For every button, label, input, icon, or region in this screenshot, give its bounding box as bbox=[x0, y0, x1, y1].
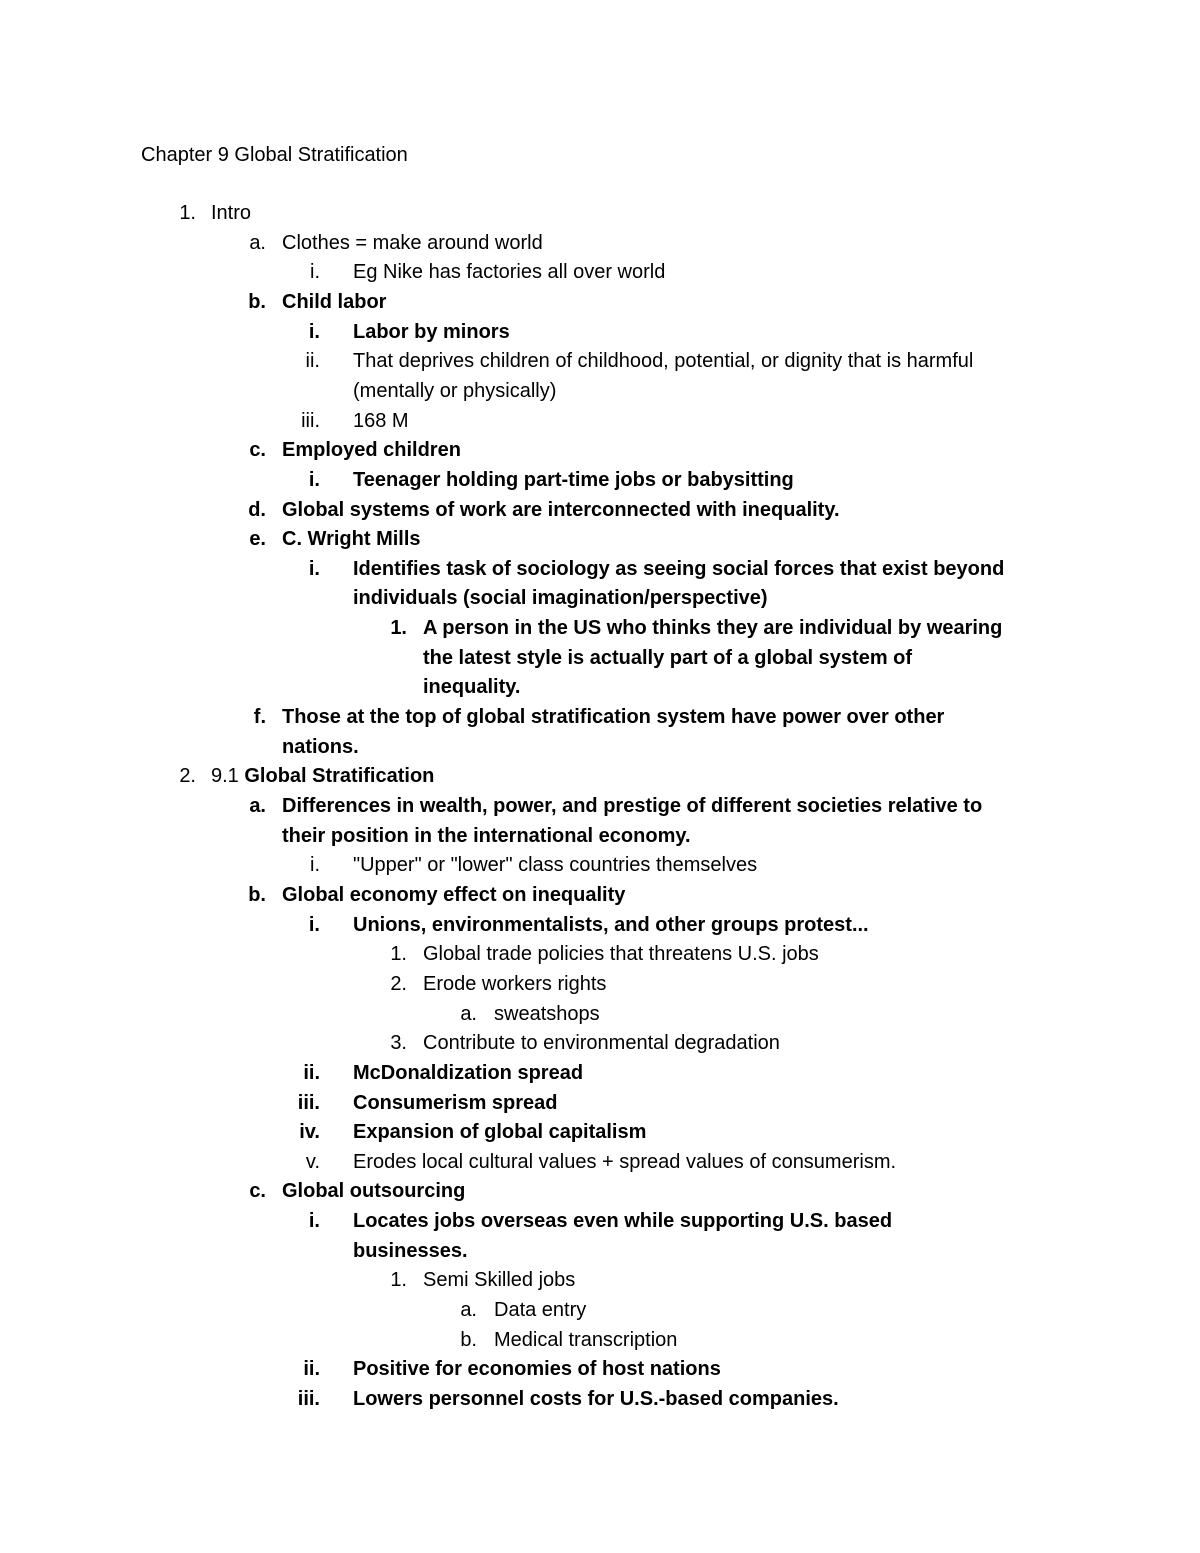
list-item-text-part: Clothes = make around world bbox=[282, 232, 543, 254]
list-item-text-part: Locates jobs overseas even while supporting U.S. based bbox=[353, 1210, 893, 1232]
list-item-text-part: Positive for economies of host nations bbox=[353, 1358, 721, 1380]
list-item-text bbox=[211, 762, 434, 790]
list-item-text bbox=[282, 1177, 465, 1205]
list-marker: ii. bbox=[303, 1358, 320, 1380]
list-marker: i. bbox=[308, 1210, 320, 1232]
list-item-text bbox=[282, 288, 386, 316]
list-item-text-part: Intro bbox=[211, 202, 252, 224]
list-item-text-part: Teenager holding part-time jobs or babysitting bbox=[353, 469, 794, 491]
list-item-text bbox=[353, 584, 768, 612]
list-marker: b. bbox=[248, 291, 266, 313]
list-marker: iii. bbox=[297, 1388, 320, 1410]
list-item-text-part: C. Wright Mills bbox=[282, 528, 421, 550]
list-item-text-part: A person in the US who thinks they are individual by wearing bbox=[423, 617, 1003, 639]
list-item-text-part: Medical transcription bbox=[494, 1329, 678, 1351]
list-item-text bbox=[282, 881, 625, 909]
list-marker: f. bbox=[253, 706, 266, 728]
list-marker: ii. bbox=[305, 350, 320, 372]
list-item-text-part: Semi Skilled jobs bbox=[423, 1269, 576, 1291]
list-marker: a. bbox=[460, 1299, 477, 1321]
list-item-text bbox=[353, 851, 757, 879]
list-item-text-part: nations. bbox=[282, 736, 359, 758]
list-item-text bbox=[353, 911, 869, 939]
list-marker: a. bbox=[249, 232, 266, 254]
list-item-text-part: Child labor bbox=[282, 291, 387, 313]
list-item-text bbox=[211, 199, 251, 227]
list-item-text bbox=[353, 1237, 468, 1265]
list-item-text-part: 9.1 bbox=[211, 765, 245, 787]
list-item-text-part: That deprives children of childhood, potential, or dignity that is harmful bbox=[353, 350, 974, 372]
list-item-text bbox=[282, 229, 543, 257]
list-item-text-part: Contribute to environmental degradation bbox=[423, 1032, 780, 1054]
list-item-text bbox=[423, 1029, 780, 1057]
list-item-text-part: Those at the top of global stratification system have power over other bbox=[282, 706, 945, 728]
list-item-text-part: their position in the international economy. bbox=[282, 825, 691, 847]
list-item-text bbox=[494, 1000, 600, 1028]
list-marker: i. bbox=[310, 854, 320, 876]
list-marker: ii. bbox=[303, 1062, 320, 1084]
list-item-text-part: Erode workers rights bbox=[423, 973, 607, 995]
list-item-text bbox=[282, 792, 982, 820]
list-item-text bbox=[282, 436, 461, 464]
list-item-text-part: Identifies task of sociology as seeing social forces that exist beyond bbox=[353, 558, 1005, 580]
list-item-text-part: inequality. bbox=[423, 676, 521, 698]
list-item-text bbox=[423, 644, 912, 672]
list-item-text-part: individuals (social imagination/perspective) bbox=[353, 587, 768, 609]
list-item-text bbox=[353, 347, 973, 375]
list-item-text bbox=[282, 703, 944, 731]
list-item-text bbox=[353, 555, 1004, 583]
list-marker: 2. bbox=[179, 765, 196, 787]
list-item-text-part: (mentally or physically) bbox=[353, 380, 557, 402]
list-item-text-part: Global trade policies that threatens U.S. jobs bbox=[423, 943, 819, 965]
list-marker: i. bbox=[310, 261, 320, 283]
list-item-text-part: Data entry bbox=[494, 1299, 587, 1321]
list-marker: b. bbox=[248, 884, 266, 906]
list-item-text-part: Differences in wealth, power, and prestige of different societies relative to bbox=[282, 795, 983, 817]
list-item-text-part: Eg Nike has factories all over world bbox=[353, 261, 666, 283]
list-item-text-part: McDonaldization spread bbox=[353, 1062, 584, 1084]
list-item-text bbox=[494, 1296, 586, 1324]
list-marker: i. bbox=[308, 321, 320, 343]
list-item-text bbox=[353, 258, 665, 286]
list-marker: i. bbox=[308, 469, 320, 491]
list-marker: c. bbox=[249, 439, 266, 461]
list-marker: a. bbox=[460, 1003, 477, 1025]
list-item-text bbox=[353, 1207, 892, 1235]
list-item-text bbox=[353, 1059, 583, 1087]
list-marker: v. bbox=[305, 1151, 320, 1173]
list-marker: 1. bbox=[390, 1269, 407, 1291]
list-item-text bbox=[423, 673, 520, 701]
list-item-text-part: Expansion of global capitalism bbox=[353, 1121, 647, 1143]
list-item-text bbox=[423, 614, 1002, 642]
list-item-text-part: Labor by minors bbox=[353, 321, 510, 343]
list-marker: 1. bbox=[179, 202, 196, 224]
list-item-text-part: Unions, environmentalists, and other groups protest... bbox=[353, 914, 869, 936]
list-item-text-part: "Upper" or "lower" class countries themselves bbox=[353, 854, 758, 876]
list-item-text-part: Global systems of work are interconnected with inequality. bbox=[282, 499, 840, 521]
list-item-text bbox=[353, 466, 794, 494]
list-item-text-part: the latest style is actually part of a global system of bbox=[423, 647, 913, 669]
list-marker: c. bbox=[249, 1180, 266, 1202]
list-item-text bbox=[353, 377, 556, 405]
list-item-text-bold-part: Global Stratification bbox=[244, 765, 435, 787]
list-marker: b. bbox=[460, 1329, 477, 1351]
list-marker: iii. bbox=[297, 1092, 320, 1114]
list-item-text-part: Global economy effect on inequality bbox=[282, 884, 626, 906]
list-item-text bbox=[282, 496, 840, 524]
list-item-text bbox=[282, 733, 359, 761]
list-item-text bbox=[353, 1089, 558, 1117]
list-item-text-part: Global outsourcing bbox=[282, 1180, 466, 1202]
list-item-text-part: Employed children bbox=[282, 439, 461, 461]
document-title: Chapter 9 Global Stratification bbox=[141, 144, 408, 166]
list-item-text bbox=[353, 1355, 721, 1383]
list-marker: d. bbox=[248, 499, 266, 521]
list-item-text-part: 168 M bbox=[353, 410, 409, 432]
list-item-text-part: Erodes local cultural values + spread values of consumerism. bbox=[353, 1151, 897, 1173]
list-marker: i. bbox=[308, 558, 320, 580]
list-item-text bbox=[423, 970, 606, 998]
list-marker: 3. bbox=[390, 1032, 407, 1054]
list-item-text-part: Lowers personnel costs for U.S.-based companies. bbox=[353, 1388, 839, 1410]
list-item-text bbox=[353, 1385, 839, 1413]
list-item-text bbox=[353, 1118, 646, 1146]
list-item-text bbox=[282, 525, 421, 553]
list-marker: 2. bbox=[390, 973, 407, 995]
list-item-text bbox=[423, 1266, 575, 1294]
list-item-text bbox=[353, 407, 409, 435]
list-item-text-part: sweatshops bbox=[494, 1003, 600, 1025]
list-item-text bbox=[423, 940, 819, 968]
list-item-text bbox=[353, 318, 510, 346]
list-item-text bbox=[494, 1326, 677, 1354]
list-marker: iv. bbox=[299, 1121, 320, 1143]
list-item-text-part: Consumerism spread bbox=[353, 1092, 558, 1114]
list-marker: i. bbox=[308, 914, 320, 936]
list-marker: 1. bbox=[390, 617, 407, 639]
list-item-text bbox=[282, 822, 691, 850]
list-marker: iii. bbox=[301, 410, 320, 432]
list-item-text bbox=[353, 1148, 896, 1176]
list-marker: 1. bbox=[390, 943, 407, 965]
list-marker: e. bbox=[249, 528, 266, 550]
list-marker: a. bbox=[249, 795, 266, 817]
list-item-text-part: businesses. bbox=[353, 1240, 468, 1262]
